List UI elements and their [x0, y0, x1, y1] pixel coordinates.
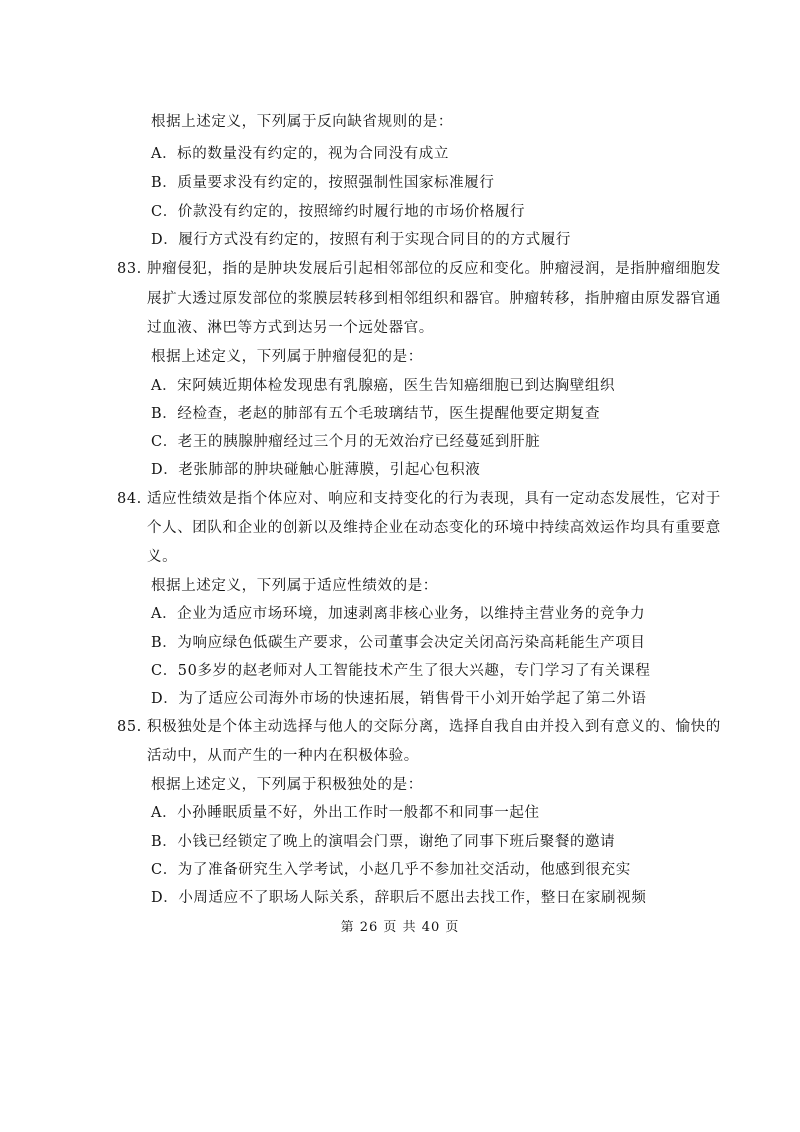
- question-84-stem-line-3: 义。: [147, 549, 178, 565]
- question-85-option-a: A．小孙睡眠质量不好，外出工作时一般都不和同事一起住: [151, 805, 540, 821]
- prev-option-b: B．质量要求没有约定的，按照强制性国家标准履行: [151, 175, 495, 191]
- question-number: 85.: [117, 719, 142, 735]
- question-84-stem-line-2: 个人、团队和企业的创新以及维持企业在动态变化的环境中持续高效运作均具有重要意: [147, 520, 721, 536]
- prev-option-a: A．标的数量没有约定的，视为合同没有成立: [151, 146, 449, 162]
- question-84-stem-line-1: 84. 适应性绩效是指个体应对、响应和支持变化的行为表现，具有一定动态发展性，它对于: [117, 491, 721, 507]
- prev-option-c: C．价款没有约定的，按照缔约时履行地的市场价格履行: [151, 204, 526, 220]
- question-83-option-d: D．老张肺部的肿块碰触心脏薄膜，引起心包积液: [151, 462, 481, 478]
- question-85-option-b: B．小钱已经锁定了晚上的演唱会门票，谢绝了同事下班后聚餐的邀请: [151, 834, 616, 850]
- question-85-option-d: D．小周适应不了职场人际关系，辞职后不愿出去找工作，整日在家刷视频: [151, 890, 647, 906]
- question-85-option-c: C．为了准备研究生入学考试，小赵几乎不参加社交活动，他感到很充实: [151, 862, 631, 878]
- question-85-stem-line-1: 85. 积极独处是个体主动选择与他人的交际分离，选择自我自由并投入到有意义的、愉快的: [117, 719, 721, 735]
- question-84-option-a: A．企业为适应市场环境，加速剥离非核心业务，以维持主营业务的竞争力: [151, 606, 646, 622]
- question-83-option-a: A．宋阿姨近期体检发现患有乳腺癌，医生告知癌细胞已到达胸壁组织: [151, 378, 616, 394]
- question-83-stem-line-1: 83. 肿瘤侵犯，指的是肿块发展后引起相邻部位的反应和变化。肿瘤浸润，是指肿瘤细胞发: [117, 261, 721, 277]
- question-85-stem-line-2: 活动中，从而产生的一种内在积极体验。: [147, 748, 419, 764]
- page-number-footer: 第 26 页 共 40 页: [340, 920, 460, 935]
- question-84-option-d: D．为了适应公司海外市场的快速拓展，销售骨干小刘开始学起了第二外语: [151, 691, 647, 707]
- prev-question-prompt: 根据上述定义，下列属于反向缺省规则的是：: [151, 114, 453, 130]
- question-83-option-b: B．经检查，老赵的肺部有五个毛玻璃结节，医生提醒他要定期复查: [151, 406, 601, 422]
- question-83-prompt: 根据上述定义，下列属于肿瘤侵犯的是：: [151, 349, 423, 365]
- question-84-prompt: 根据上述定义，下列属于适应性绩效的是：: [151, 578, 438, 594]
- question-number: 83.: [117, 261, 142, 277]
- question-number: 84.: [117, 491, 142, 507]
- question-83-option-c: C．老王的胰腺肿瘤经过三个月的无效治疗已经蔓延到肝脏: [151, 434, 541, 450]
- question-83-stem-line-2: 展扩大透过原发部位的浆膜层转移到相邻组织和器官。肿瘤转移，指肿瘤由原发器官通: [147, 291, 721, 307]
- question-84-option-c: C．50多岁的赵老师对人工智能技术产生了很大兴趣，专门学习了有关课程: [151, 663, 651, 679]
- question-83-stem-line-3: 过血液、淋巴等方式到达另一个远处器官。: [147, 320, 434, 336]
- question-85-prompt: 根据上述定义，下列属于积极独处的是：: [151, 777, 423, 793]
- prev-option-d: D．履行方式没有约定的，按照有利于实现合同目的的方式履行: [151, 232, 571, 248]
- question-84-option-b: B．为响应绿色低碳生产要求，公司董事会决定关闭高污染高耗能生产项目: [151, 635, 646, 651]
